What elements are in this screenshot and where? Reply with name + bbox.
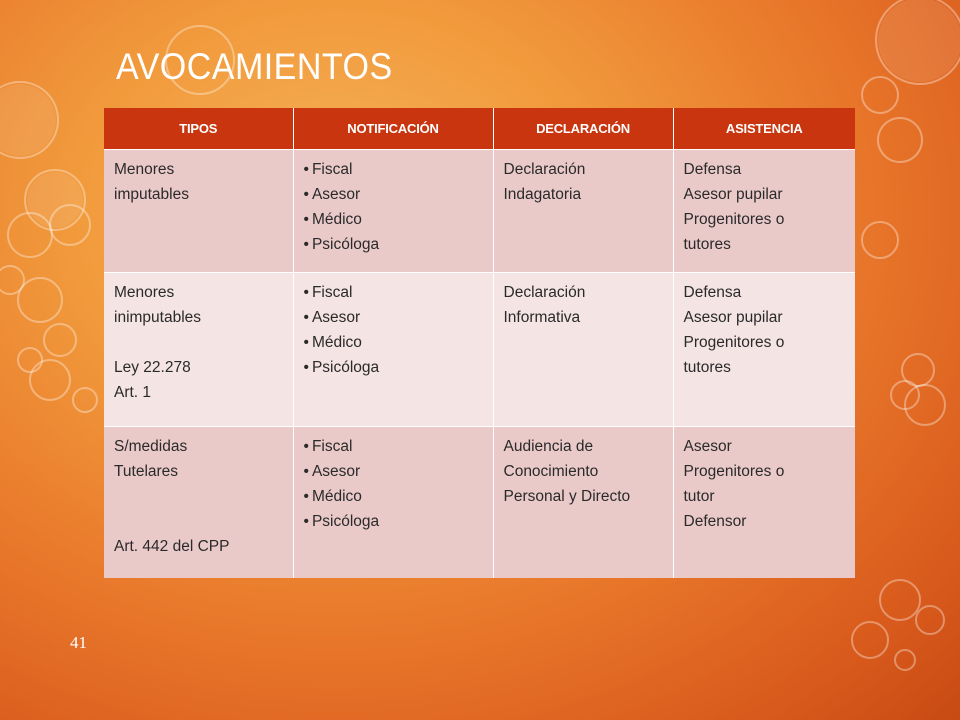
bubble xyxy=(862,77,898,113)
list-item: • Médico xyxy=(304,207,483,232)
cell-asistencia xyxy=(673,427,855,579)
cell-text: Conocimiento xyxy=(503,463,599,480)
table-header-row xyxy=(104,108,855,150)
cell-text: Audiencia de xyxy=(503,438,594,455)
table-row xyxy=(104,273,855,427)
cell-text: Menores xyxy=(114,284,175,301)
cell-asistencia xyxy=(673,150,855,273)
cell-tipos xyxy=(104,273,293,427)
cell-text: Defensa xyxy=(683,161,742,178)
cell-text: Tutelares xyxy=(114,463,179,480)
bubble xyxy=(852,622,888,658)
cell-declaracion xyxy=(493,427,673,579)
list-item: • Asesor xyxy=(304,305,483,330)
list-item: • Asesor xyxy=(304,182,483,207)
cell-text: Indagatoria xyxy=(503,186,582,203)
cell-text: Defensa xyxy=(683,284,742,301)
cell-text: tutor xyxy=(683,488,715,505)
bubble xyxy=(880,580,920,620)
cell-text: Declaración xyxy=(503,284,586,301)
cell-notificacion xyxy=(293,427,493,579)
cell-text: Informativa xyxy=(503,309,581,326)
bubble xyxy=(73,388,97,412)
list-item: • Fiscal xyxy=(304,280,483,305)
bubble xyxy=(895,650,915,670)
bubble xyxy=(916,606,944,634)
bubble xyxy=(862,222,898,258)
cell-text: Declaración xyxy=(503,161,586,178)
cell-asistencia xyxy=(673,273,855,427)
list-item: • Fiscal xyxy=(304,434,483,459)
bubble xyxy=(878,118,922,162)
page-number: 41 xyxy=(70,633,87,652)
cell-text: tutores xyxy=(683,359,731,376)
list-item: • Psicóloga xyxy=(304,232,483,257)
list-item: • Fiscal xyxy=(304,157,483,182)
list-item: • Asesor xyxy=(304,459,483,484)
cell-tipos xyxy=(104,427,293,579)
cell-text: Art. 1 xyxy=(114,384,152,401)
cell-text: Art. 442 del CPP xyxy=(114,538,230,555)
cell-text: S/medidas xyxy=(114,438,188,455)
header-notificacion: NOTIFICACIÓN xyxy=(293,108,493,150)
list-item: • Médico xyxy=(304,484,483,509)
header-tipos: TIPOS xyxy=(104,108,293,150)
cell-text: Progenitores o xyxy=(683,211,785,228)
notificacion-list xyxy=(304,157,483,257)
cell-text: imputables xyxy=(114,186,189,203)
bubble xyxy=(878,0,960,82)
cell-text: Personal y Directo xyxy=(503,488,631,505)
table-row xyxy=(104,150,855,273)
slide-title: AVOCAMIENTOS xyxy=(116,46,393,87)
cell-text: Progenitores o xyxy=(683,463,785,480)
cell-declaracion xyxy=(493,273,673,427)
bubble xyxy=(30,360,70,400)
cell-text: Ley 22.278 xyxy=(114,359,191,376)
cell-text: Asesor pupilar xyxy=(683,186,783,203)
header-asistencia: ASISTENCIA xyxy=(673,108,855,150)
cell-tipos xyxy=(104,150,293,273)
bubble xyxy=(27,172,83,228)
header-declaracion: DECLARACIÓN xyxy=(493,108,673,150)
avocamientos-table xyxy=(104,108,855,578)
table-row xyxy=(104,427,855,579)
list-item: • Médico xyxy=(304,330,483,355)
cell-text: inimputables xyxy=(114,309,202,326)
notificacion-list xyxy=(304,434,483,534)
cell-text: Asesor xyxy=(683,438,732,455)
cell-text: Asesor pupilar xyxy=(683,309,783,326)
bubble xyxy=(18,278,62,322)
notificacion-list xyxy=(304,280,483,380)
cell-text: tutores xyxy=(683,236,731,253)
cell-text: Defensor xyxy=(683,513,747,530)
bubble xyxy=(905,385,945,425)
cell-notificacion xyxy=(293,150,493,273)
list-item: • Psicóloga xyxy=(304,509,483,534)
cell-text: Progenitores o xyxy=(683,334,785,351)
cell-text: Menores xyxy=(114,161,175,178)
bubble xyxy=(18,348,42,372)
list-item: • Psicóloga xyxy=(304,355,483,380)
bubble xyxy=(44,324,76,356)
cell-declaracion xyxy=(493,150,673,273)
cell-notificacion xyxy=(293,273,493,427)
